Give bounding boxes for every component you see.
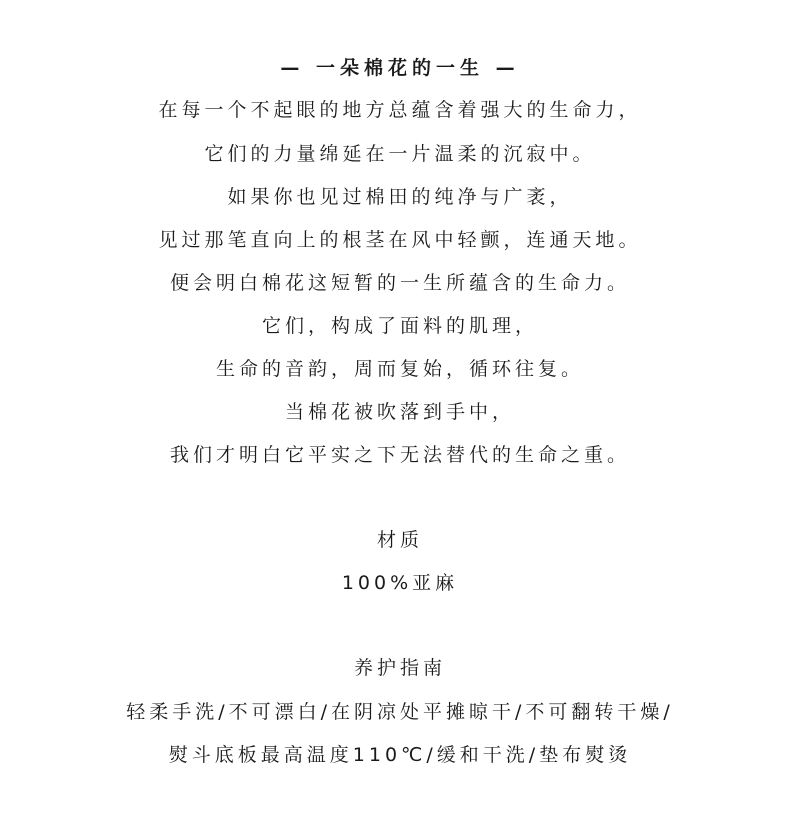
poem-line-3: 如果你也见过棉田的纯净与广袤， — [227, 186, 573, 208]
material-value: 100%亚麻 — [341, 572, 459, 594]
care-line-2: 熨斗底板最高温度110℃/缓和干洗/垫布熨烫 — [168, 744, 632, 766]
care-heading: 养护指南 — [353, 657, 446, 679]
care-line-1: 轻柔手洗/不可漂白/在阴凉处平摊晾干/不可翻转干燥/ — [126, 701, 674, 723]
poem-line-5: 便会明白棉花这短暂的一生所蕴含的生命力。 — [169, 272, 630, 294]
poem-line-1: 在每一个不起眼的地方总蕴含着强大的生命力， — [158, 99, 642, 121]
poem-line-6: 它们，构成了面料的肌理， — [261, 315, 538, 337]
poem-line-4: 见过那笔直向上的根茎在风中轻颤，连通天地。 — [158, 229, 642, 251]
poem-title: — 一朵棉花的一生 — — [280, 57, 520, 79]
poem-line-8: 当棉花被吹落到手中， — [284, 401, 515, 423]
poem-line-9: 我们才明白它平实之下无法替代的生命之重。 — [169, 444, 630, 466]
poem-line-7: 生命的音韵，周而复始，循环往复。 — [215, 358, 584, 380]
poem-line-2: 它们的力量绵延在一片温柔的沉寂中。 — [204, 143, 596, 165]
material-heading: 材质 — [376, 529, 423, 551]
